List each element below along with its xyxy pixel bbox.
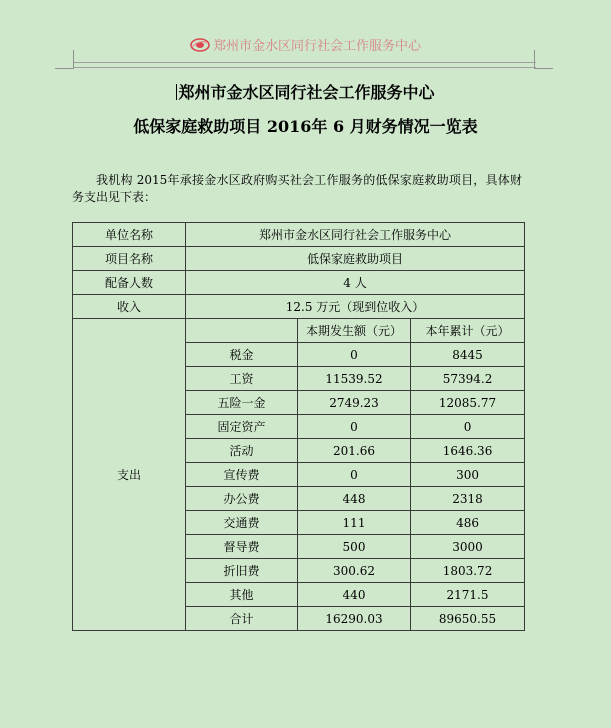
annual-amount-cell: 2318 bbox=[411, 487, 525, 511]
header-rule bbox=[74, 62, 536, 68]
expense-item-cell: 办公费 bbox=[186, 487, 298, 511]
annual-amount-cell: 1646.36 bbox=[411, 439, 525, 463]
expense-item-cell: 活动 bbox=[186, 439, 298, 463]
unit-name-value: 郑州市金水区同行社会工作服务中心 bbox=[186, 223, 525, 247]
crop-mark-left bbox=[55, 50, 74, 69]
current-amount-cell: 300.62 bbox=[298, 559, 411, 583]
unit-name-label: 单位名称 bbox=[73, 223, 186, 247]
expense-item-cell: 其他 bbox=[186, 583, 298, 607]
expense-item-cell: 固定资产 bbox=[186, 415, 298, 439]
expense-item-cell: 宣传费 bbox=[186, 463, 298, 487]
expense-item-cell: 税金 bbox=[186, 343, 298, 367]
finance-table bbox=[72, 222, 525, 631]
table-row-expense-header bbox=[73, 319, 525, 343]
staff-value: 4 人 bbox=[186, 271, 525, 295]
title-line-1-text: 郑州市金水区同行社会工作服务中心 bbox=[178, 83, 435, 102]
table-row-income bbox=[73, 295, 525, 319]
annual-amount-cell: 12085.77 bbox=[411, 391, 525, 415]
annual-amount-cell: 57394.2 bbox=[411, 367, 525, 391]
page-header bbox=[0, 38, 611, 56]
table-row-project bbox=[73, 247, 525, 271]
income-value: 12.5 万元（现到位收入） bbox=[186, 295, 525, 319]
table-row-unit bbox=[73, 223, 525, 247]
annual-amount-cell: 486 bbox=[411, 511, 525, 535]
annual-amount-cell: 3000 bbox=[411, 535, 525, 559]
current-amount-cell: 11539.52 bbox=[298, 367, 411, 391]
staff-label: 配备人数 bbox=[73, 271, 186, 295]
current-amount-cell: 111 bbox=[298, 511, 411, 535]
current-amount-cell: 0 bbox=[298, 415, 411, 439]
current-amount-cell: 0 bbox=[298, 343, 411, 367]
expense-item-cell: 折旧费 bbox=[186, 559, 298, 583]
project-name-label: 项目名称 bbox=[73, 247, 186, 271]
expense-item-header-blank bbox=[186, 319, 298, 343]
annual-amount-cell: 300 bbox=[411, 463, 525, 487]
crop-mark-right bbox=[534, 50, 553, 69]
table-row-staff bbox=[73, 271, 525, 295]
project-name-value: 低保家庭救助项目 bbox=[186, 247, 525, 271]
intro-paragraph: 我机构 2015年承接金水区政府购买社会工作服务的低保家庭救助项目，具体财务支出见下表： bbox=[72, 173, 522, 204]
annual-amount-cell: 8445 bbox=[411, 343, 525, 367]
expense-item-cell: 合计 bbox=[186, 607, 298, 631]
header-org-name: 郑州市金水区同行社会工作服务中心 bbox=[212, 39, 421, 54]
current-amount-cell: 440 bbox=[298, 583, 411, 607]
annual-amount-cell: 89650.55 bbox=[411, 607, 525, 631]
annual-amount-cell: 2171.5 bbox=[411, 583, 525, 607]
annual-amount-cell: 0 bbox=[411, 415, 525, 439]
document-title-line-1[interactable] bbox=[0, 80, 611, 103]
current-amount-cell: 2749.23 bbox=[298, 391, 411, 415]
current-amount-cell: 16290.03 bbox=[298, 607, 411, 631]
org-logo-icon bbox=[190, 38, 210, 52]
current-amount-cell: 500 bbox=[298, 535, 411, 559]
column-header-annual: 本年累计（元） bbox=[411, 319, 525, 343]
expense-item-cell: 工资 bbox=[186, 367, 298, 391]
income-label: 收入 bbox=[73, 295, 186, 319]
column-header-current: 本期发生额（元） bbox=[298, 319, 411, 343]
expense-item-cell: 交通费 bbox=[186, 511, 298, 535]
expense-label: 支出 bbox=[73, 319, 186, 631]
current-amount-cell: 201.66 bbox=[298, 439, 411, 463]
expense-item-cell: 督导费 bbox=[186, 535, 298, 559]
current-amount-cell: 448 bbox=[298, 487, 411, 511]
document-title-line-2: 低保家庭救助项目 2016年 6 月财务情况一览表 bbox=[133, 117, 478, 136]
expense-item-cell: 五险一金 bbox=[186, 391, 298, 415]
current-amount-cell: 0 bbox=[298, 463, 411, 487]
annual-amount-cell: 1803.72 bbox=[411, 559, 525, 583]
